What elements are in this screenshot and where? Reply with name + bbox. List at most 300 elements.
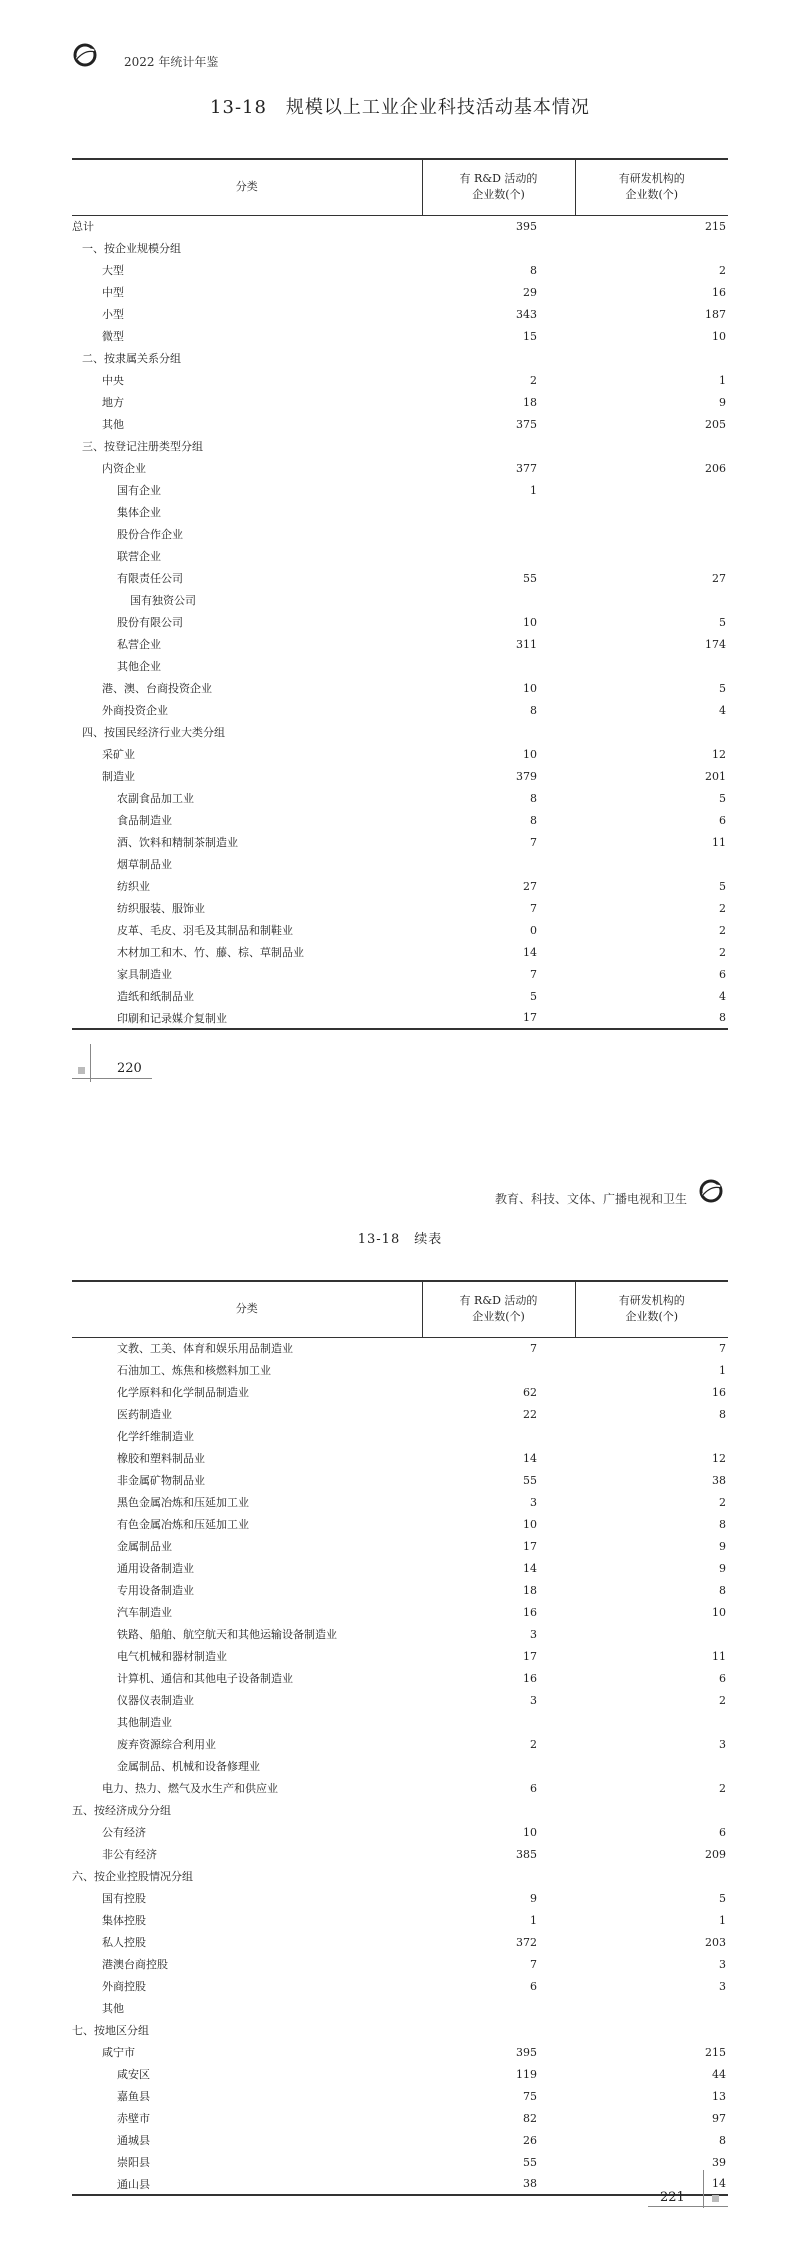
rd-institution-count: 201 [705,769,726,783]
table-row [72,765,728,787]
rd-enterprise-count: 17 [523,1649,537,1663]
row-label: 其他制造业 [117,1716,172,1729]
row-label: 仪器仪表制造业 [117,1694,194,1707]
rd-institution-count: 2 [719,945,726,959]
row-label: 国有独资公司 [130,594,196,607]
rd-enterprise-count [422,1359,575,1381]
row-label: 纺织服装、服饰业 [117,902,205,915]
table-row [72,435,728,457]
table-row [72,1491,728,1513]
rd-enterprise-count [422,2019,575,2041]
rd-institution-count: 12 [712,747,726,761]
rd-enterprise-count: 372 [516,1935,537,1949]
table-row [72,325,728,347]
table-row [72,831,728,853]
rd-enterprise-count: 311 [516,637,537,651]
table-row [72,1381,728,1403]
stats-table-part1 [72,158,728,1030]
row-label: 公有经济 [102,1826,146,1839]
table-row [72,281,728,303]
table-row [72,787,728,809]
row-label: 联营企业 [117,550,161,563]
table-row [72,2063,728,2085]
page-number: 221 [660,2190,685,2205]
row-label: 通用设备制造业 [117,1562,194,1575]
rd-enterprise-count: 26 [523,2133,537,2147]
rd-enterprise-count: 395 [516,2045,537,2059]
table-row [72,809,728,831]
row-label: 六、按企业控股情况分组 [72,1870,193,1883]
table-row [72,391,728,413]
rd-enterprise-count: 8 [530,263,537,277]
page-divider-horizontal [72,1078,152,1079]
rd-enterprise-count: 16 [523,1605,537,1619]
row-label: 有限责任公司 [117,572,183,585]
rd-enterprise-count: 1 [530,483,537,497]
rd-institution-count: 2 [719,1693,726,1707]
rd-institution-count [575,1865,728,1887]
row-label: 采矿业 [102,748,135,761]
row-label: 非公有经济 [102,1848,157,1861]
rd-enterprise-count: 14 [523,945,537,959]
rd-institution-count: 8 [719,1407,726,1421]
table-body [72,215,728,1029]
row-label: 五、按经济成分分组 [72,1804,171,1817]
rd-enterprise-count: 1 [530,1913,537,1927]
table-row [72,1821,728,1843]
rd-institution-count: 174 [705,637,726,651]
rd-enterprise-count: 10 [523,747,537,761]
row-label: 私营企业 [117,638,161,651]
table-row [72,1337,728,1359]
row-label: 嘉鱼县 [117,2090,150,2103]
table-row [72,985,728,1007]
table-row [72,259,728,281]
rd-institution-count: 1 [719,373,726,387]
rd-institution-count [575,347,728,369]
rd-institution-count [575,237,728,259]
row-label: 制造业 [102,770,135,783]
table-header-row [72,159,728,215]
table-row [72,677,728,699]
row-label: 有色金属冶炼和压延加工业 [117,1518,249,1531]
rd-enterprise-count: 3 [530,1693,537,1707]
rd-institution-count: 8 [575,1007,728,1029]
rd-enterprise-count [422,523,575,545]
rd-institution-count: 2 [719,901,726,915]
row-label: 专用设备制造业 [117,1584,194,1597]
rd-enterprise-count: 10 [523,681,537,695]
table-row [72,1953,728,1975]
table-row [72,2041,728,2063]
table-row [72,655,728,677]
rd-enterprise-count [422,655,575,677]
row-label: 其他企业 [117,660,161,673]
table-row [72,1843,728,1865]
row-label: 四、按国民经济行业大类分组 [82,726,225,739]
row-label: 皮革、毛皮、羽毛及其制品和制鞋业 [117,924,293,937]
row-label: 农副食品加工业 [117,792,194,805]
table-row [72,1447,728,1469]
row-label: 集体控股 [102,1914,146,1927]
rd-enterprise-count [422,1711,575,1733]
row-label: 造纸和纸制品业 [117,990,194,1003]
rd-enterprise-count: 379 [516,769,537,783]
rd-enterprise-count: 38 [422,2173,575,2195]
rd-enterprise-count: 385 [516,1847,537,1861]
rd-enterprise-count: 119 [516,2067,537,2081]
rd-enterprise-count: 17 [523,1539,537,1553]
rd-institution-count: 5 [719,615,726,629]
row-label: 金属制品业 [117,1540,172,1553]
rd-institution-count: 5 [719,1891,726,1905]
page-divider-vertical [703,2170,704,2208]
row-label: 石油加工、炼焦和核燃料加工业 [117,1364,271,1377]
rd-enterprise-count: 10 [523,615,537,629]
table-row [72,545,728,567]
table-row [72,589,728,611]
row-label: 文教、工美、体育和娱乐用品制造业 [117,1342,293,1356]
table-row [72,237,728,259]
rd-enterprise-count: 82 [523,2111,537,2125]
header-category: 分类 [72,159,422,215]
yearbook-logo-icon [72,42,98,68]
table-row [72,215,728,237]
rd-institution-count: 16 [712,285,726,299]
table-row [72,413,728,435]
table-row [72,699,728,721]
rd-institution-count: 203 [705,1935,726,1949]
row-label: 小型 [102,308,124,321]
rd-institution-count: 209 [705,1847,726,1861]
rd-institution-count: 1 [719,1913,726,1927]
table-row [72,1777,728,1799]
row-label: 港、澳、台商投资企业 [102,682,212,695]
row-label: 大型 [102,264,124,277]
table-row [72,1007,728,1029]
table-row [72,1359,728,1381]
row-label: 外商投资企业 [102,704,168,717]
rd-enterprise-count: 377 [516,461,537,475]
rd-institution-count [575,589,728,611]
table-row [72,567,728,589]
rd-enterprise-count: 15 [523,329,537,343]
table-row [72,1601,728,1623]
rd-enterprise-count: 375 [516,417,537,431]
table-row [72,1865,728,1887]
table-row [72,963,728,985]
rd-institution-count: 39 [712,2155,726,2169]
rd-institution-count [575,2019,728,2041]
row-label: 化学纤维制造业 [117,1430,194,1443]
rd-enterprise-count: 10 [523,1517,537,1531]
rd-institution-count [575,1425,728,1447]
rd-enterprise-count: 343 [516,307,537,321]
table-row [72,2151,728,2173]
table-row [72,721,728,743]
rd-institution-count: 2 [719,923,726,937]
rd-enterprise-count: 27 [523,879,537,893]
header-rd-enterprises: 有 R&D 活动的 企业数(个) [422,1281,575,1337]
row-label: 总计 [72,220,94,234]
rd-institution-count: 3 [719,1737,726,1751]
rd-enterprise-count: 2 [530,373,537,387]
rd-enterprise-count: 7 [530,835,537,849]
rd-enterprise-count: 14 [523,1451,537,1465]
rd-institution-count: 3 [719,1957,726,1971]
row-label: 废弃资源综合利用业 [117,1738,216,1751]
rd-institution-count: 10 [712,329,726,343]
rd-enterprise-count: 395 [516,219,537,233]
rd-institution-count: 4 [719,989,726,1003]
table-title: 13-18 规模以上工业企业科技活动基本情况 [210,97,590,118]
rd-institution-count: 14 [575,2173,728,2195]
rd-enterprise-count: 8 [530,813,537,827]
row-label: 家具制造业 [117,968,172,981]
rd-institution-count [575,1755,728,1777]
table-row [72,1689,728,1711]
row-label: 其他 [102,2002,124,2015]
rd-institution-count [575,545,728,567]
row-label: 股份有限公司 [117,616,183,629]
row-label: 化学原料和化学制品制造业 [117,1386,249,1399]
table-row [72,1711,728,1733]
page-220 [0,0,800,1120]
rd-institution-count: 12 [712,1451,726,1465]
rd-enterprise-count: 7 [530,901,537,915]
rd-enterprise-count [422,721,575,743]
row-label: 七、按地区分组 [72,2024,149,2037]
rd-institution-count [575,479,728,501]
rd-institution-count: 2 [719,1781,726,1795]
rd-institution-count: 5 [719,879,726,893]
rd-institution-count: 206 [705,461,726,475]
row-label: 汽车制造业 [117,1606,172,1619]
row-label: 木材加工和木、竹、藤、棕、草制品业 [117,946,304,959]
row-label: 外商控股 [102,1980,146,1993]
table-row [72,919,728,941]
rd-institution-count [575,523,728,545]
rd-institution-count: 5 [719,791,726,805]
rd-enterprise-count: 55 [523,571,537,585]
page-corner-mark [78,1067,85,1074]
rd-institution-count [575,1623,728,1645]
row-label: 私人控股 [102,1936,146,1949]
rd-institution-count: 97 [712,2111,726,2125]
rd-institution-count: 215 [705,2045,726,2059]
rd-enterprise-count: 18 [523,395,537,409]
rd-enterprise-count: 7 [530,1957,537,1971]
stats-table-part2 [72,1280,728,2196]
running-head: 2022 年统计年鉴 [124,55,219,69]
row-label: 金属制品、机械和设备修理业 [117,1760,260,1773]
rd-enterprise-count: 17 [422,1007,575,1029]
rd-enterprise-count: 55 [523,2155,537,2169]
table-row [72,611,728,633]
rd-institution-count: 9 [719,1561,726,1575]
rd-institution-count: 2 [719,263,726,277]
rd-enterprise-count: 0 [530,923,537,937]
rd-enterprise-count: 14 [523,1561,537,1575]
table-row [72,2107,728,2129]
row-label: 食品制造业 [117,814,172,827]
row-label: 集体企业 [117,506,161,519]
header-category: 分类 [72,1281,422,1337]
table-row [72,1887,728,1909]
table-row [72,1469,728,1491]
table-row [72,1645,728,1667]
rd-institution-count [575,1997,728,2019]
rd-institution-count: 9 [719,1539,726,1553]
row-label: 医药制造业 [117,1408,172,1421]
rd-institution-count: 6 [719,1825,726,1839]
rd-enterprise-count: 8 [530,791,537,805]
rd-enterprise-count: 29 [523,285,537,299]
rd-institution-count: 27 [712,571,726,585]
rd-enterprise-count [422,1799,575,1821]
row-label: 赤壁市 [117,2112,150,2125]
rd-institution-count: 2 [719,1495,726,1509]
table-row [72,897,728,919]
rd-enterprise-count [422,347,575,369]
page-corner-mark [712,2195,719,2202]
row-label: 崇阳县 [117,2156,150,2169]
rd-enterprise-count: 2 [530,1737,537,1751]
rd-enterprise-count [422,853,575,875]
table-row [72,1403,728,1425]
rd-enterprise-count: 75 [523,2089,537,2103]
rd-institution-count: 10 [712,1605,726,1619]
table-row [72,501,728,523]
table-row [72,853,728,875]
header-rd-institutions: 有研发机构的 企业数(个) [575,159,728,215]
row-label: 黑色金属冶炼和压延加工业 [117,1496,249,1509]
rd-institution-count: 38 [712,1473,726,1487]
rd-institution-count: 205 [705,417,726,431]
rd-institution-count: 8 [719,1583,726,1597]
rd-enterprise-count: 16 [523,1671,537,1685]
rd-institution-count: 215 [705,219,726,233]
rd-institution-count: 9 [719,395,726,409]
rd-institution-count: 6 [719,967,726,981]
table-row [72,1909,728,1931]
rd-institution-count: 6 [719,1671,726,1685]
table-row [72,2019,728,2041]
table-row [72,2129,728,2151]
table-row [72,2173,728,2195]
table-row [72,457,728,479]
table-row [72,479,728,501]
table-row [72,743,728,765]
rd-institution-count [575,721,728,743]
table-row [72,1755,728,1777]
rd-institution-count [575,1711,728,1733]
rd-enterprise-count: 9 [530,1891,537,1905]
rd-institution-count [575,1799,728,1821]
rd-enterprise-count: 6 [530,1781,537,1795]
rd-institution-count [575,435,728,457]
rd-enterprise-count: 3 [530,1627,537,1641]
row-label: 纺织业 [117,880,150,893]
rd-enterprise-count [422,545,575,567]
rd-enterprise-count [422,237,575,259]
row-label: 酒、饮料和精制茶制造业 [117,836,238,849]
row-label: 三、按登记注册类型分组 [82,440,203,453]
page-221 [0,1140,800,2262]
row-label: 烟草制品业 [117,858,172,871]
table-row [72,633,728,655]
rd-institution-count: 1 [719,1363,726,1377]
row-label: 国有控股 [102,1892,146,1905]
rd-enterprise-count: 3 [530,1495,537,1509]
rd-institution-count: 4 [719,703,726,717]
row-label: 橡胶和塑料制品业 [117,1452,205,1465]
table-title: 13-18 续表 [357,1232,443,1247]
table-header-row [72,1281,728,1337]
row-label: 通城县 [117,2134,150,2147]
row-label: 印刷和记录媒介复制业 [72,1007,422,1029]
table-row [72,523,728,545]
rd-institution-count: 8 [719,2133,726,2147]
rd-institution-count [575,853,728,875]
rd-institution-count: 11 [712,1649,726,1663]
row-label: 电力、热力、燃气及水生产和供应业 [102,1782,278,1795]
table-row [72,941,728,963]
row-label: 计算机、通信和其他电子设备制造业 [117,1672,293,1685]
rd-enterprise-count [422,1997,575,2019]
table-row [72,1975,728,1997]
rd-enterprise-count: 18 [523,1583,537,1597]
row-label: 股份合作企业 [117,528,183,541]
page-divider-horizontal [648,2206,728,2207]
running-head: 教育、科技、文体、广播电视和卫生 [495,1192,688,1206]
row-label: 港澳台商控股 [102,1958,168,1971]
yearbook-logo-icon [698,1178,724,1204]
header-rd-institutions: 有研发机构的 企业数(个) [575,1281,728,1337]
rd-enterprise-count: 10 [523,1825,537,1839]
rd-institution-count: 7 [719,1341,726,1355]
table-row [72,1623,728,1645]
row-label: 一、按企业规模分组 [82,242,181,255]
table-row [72,1579,728,1601]
row-label: 中型 [102,286,124,299]
rd-enterprise-count [422,1755,575,1777]
rd-institution-count: 13 [712,2089,726,2103]
table-row [72,1931,728,1953]
page-number: 220 [117,1061,142,1076]
rd-enterprise-count: 7 [530,967,537,981]
table-row [72,1997,728,2019]
rd-enterprise-count [422,1865,575,1887]
table-row [72,369,728,391]
table-row [72,1513,728,1535]
row-label: 地方 [102,396,124,409]
row-label: 二、按隶属关系分组 [82,352,181,365]
rd-institution-count: 8 [719,1517,726,1531]
table-row [72,1799,728,1821]
row-label: 其他 [102,418,124,431]
rd-institution-count: 6 [719,813,726,827]
row-label: 非金属矿物制品业 [117,1474,205,1487]
rd-institution-count: 44 [712,2067,726,2081]
table-row [72,1557,728,1579]
rd-enterprise-count [422,1425,575,1447]
row-label: 微型 [102,330,124,343]
rd-institution-count: 187 [705,307,726,321]
table-row [72,1667,728,1689]
row-label: 咸宁市 [102,2046,135,2059]
table-row [72,1535,728,1557]
